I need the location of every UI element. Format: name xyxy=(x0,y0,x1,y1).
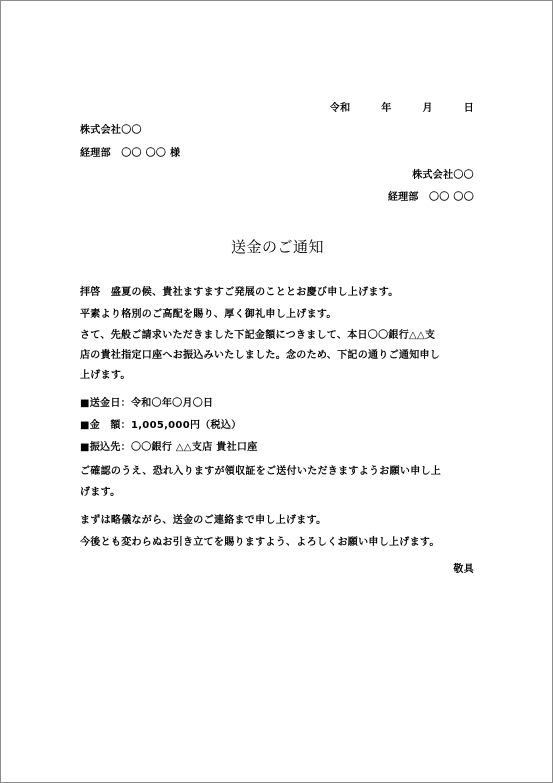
recipient-person: 経理部 〇〇 〇〇 様 xyxy=(80,148,181,159)
greeting-line-2: 平素より格別のご高配を賜り、厚く御礼申し上げます。 xyxy=(80,309,337,320)
body-line-3: 上げます。 xyxy=(80,370,131,381)
closing-line-1: まずは略儀ながら、送金のご連絡まで申し上げます。 xyxy=(80,515,327,526)
sender-person: 経理部 〇〇 〇〇 xyxy=(387,192,474,203)
body-line-1: さて、先般ご請求いただきました下記金額につきまして、本日〇〇銀行△△支 xyxy=(80,330,436,341)
detail-bank: ■振込先：〇〇銀行 △△支店 貴社口座 xyxy=(80,442,258,453)
recipient-company: 株式会社〇〇 xyxy=(80,125,142,136)
sender-company: 株式会社〇〇 xyxy=(412,170,474,181)
date-line: 令和 年 月 日 xyxy=(329,103,474,114)
document-title: 送金のご通知 xyxy=(230,238,324,256)
request-line-1: ご確認のうえ、恐れ入りますが領収証をご送付いただきますようお願い申し上 xyxy=(80,466,442,477)
greeting-line-1: 拝啓 盛夏の候、貴社ますますご発展のこととお慶び申し上げます。 xyxy=(80,287,399,298)
sign-off: 敬具 xyxy=(453,564,474,575)
request-line-2: げます。 xyxy=(80,487,121,498)
body-line-2: 店の貴社指定口座へお振込みいたしました。念のため、下記の通りご通知申し xyxy=(80,350,441,361)
detail-amount: ■金 額：1,005,000円（税込） xyxy=(80,420,242,431)
closing-line-2: 今後とも変わらぬお引き立てを賜りますよう、よろしくお願い申し上げます。 xyxy=(80,537,440,548)
detail-send-date: ■送金日：令和〇年〇月〇日 xyxy=(80,398,214,409)
